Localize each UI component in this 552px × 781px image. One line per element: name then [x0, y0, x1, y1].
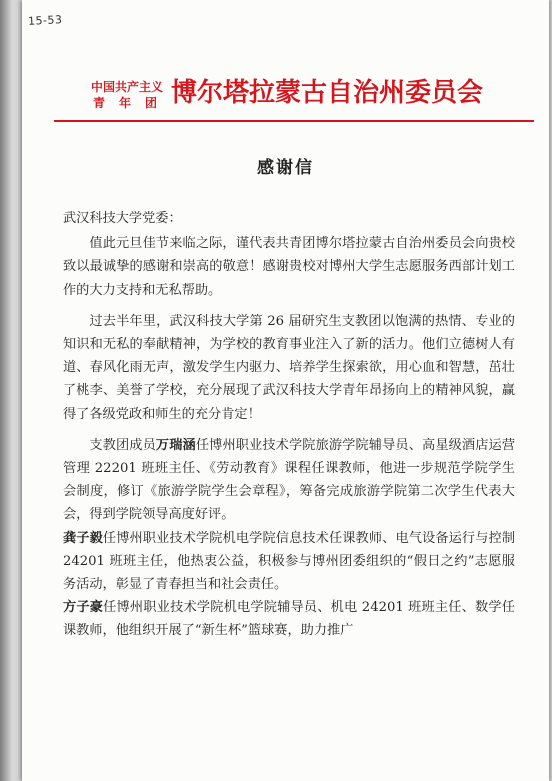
letterhead-organization-name: 博尔塔拉蒙古自治州委员会: [171, 78, 484, 108]
member-name-2: 龚子毅: [63, 530, 103, 546]
letter-title: 感谢信: [257, 158, 314, 178]
letter-page: [22, 0, 549, 781]
salutation: 武汉科技大学党委：: [63, 211, 182, 226]
paragraph-3-intro: 支教团成员: [89, 437, 156, 453]
handwritten-note: 15-53: [27, 13, 63, 28]
member-description-1: 任博州职业技术学院旅游学院辅导员、高星级酒店运营管理 22201 班班主任、《劳动教育》课程任课教师，他进一步规范学院学生会制度，修订《旅游学院学生会章程》，筹备完成旅游学院第二次学生代表大会，得到学院领导高度好评。: [63, 437, 516, 523]
letter-body: [63, 207, 515, 643]
paragraph-3: [63, 434, 515, 643]
member-description-3: 任博州职业技术学院机电学院辅导员、机电 24201 班班主任、数学任课教师，他组织开展了“新生杯”篮球赛，助力推广: [63, 600, 515, 639]
letterhead-line-2: 青年团: [92, 96, 171, 110]
letterhead-organization-prefix: [72, 79, 182, 111]
letterhead-divider: [54, 120, 534, 122]
member-description-2: 任博州职业技术学院机电学院信息技术任课教师、电气设备运行与控制 24201 班班主任，他热衷公益，积极参与博州团委组织的“假日之约”志愿服务活动，彰显了青春担当和社会责任。: [63, 530, 516, 593]
member-name-1: 万瑞涵: [155, 437, 196, 453]
letterhead-line-1: 中国共产主义: [90, 80, 163, 94]
paragraph-1: 值此元旦佳节来临之际，谨代表共青团博尔塔拉蒙古自治州委员会向贵校致以最诚挚的感谢和崇高的敬意！感谢贵校对博州大学生志愿服务西部计划工作的大力支持和无私帮助。: [63, 236, 515, 298]
paragraph-2: 过去半年里，武汉科技大学第 26 届研究生支教团以饱满的热情、专业的知识和无私的奉献精神，为学校的教育事业注入了新的活力。他们立德树人有道、春风化雨无声，激发学生内驱力、培养学生探索欲，用心血和智慧，茁壮了桃李、美誉了学校，充分展现了武汉科技大学青年昂扬向上的精神风貌，赢得了各级党政和师生的充分肯定！: [63, 313, 515, 422]
member-name-3: 方子豪: [63, 600, 104, 616]
